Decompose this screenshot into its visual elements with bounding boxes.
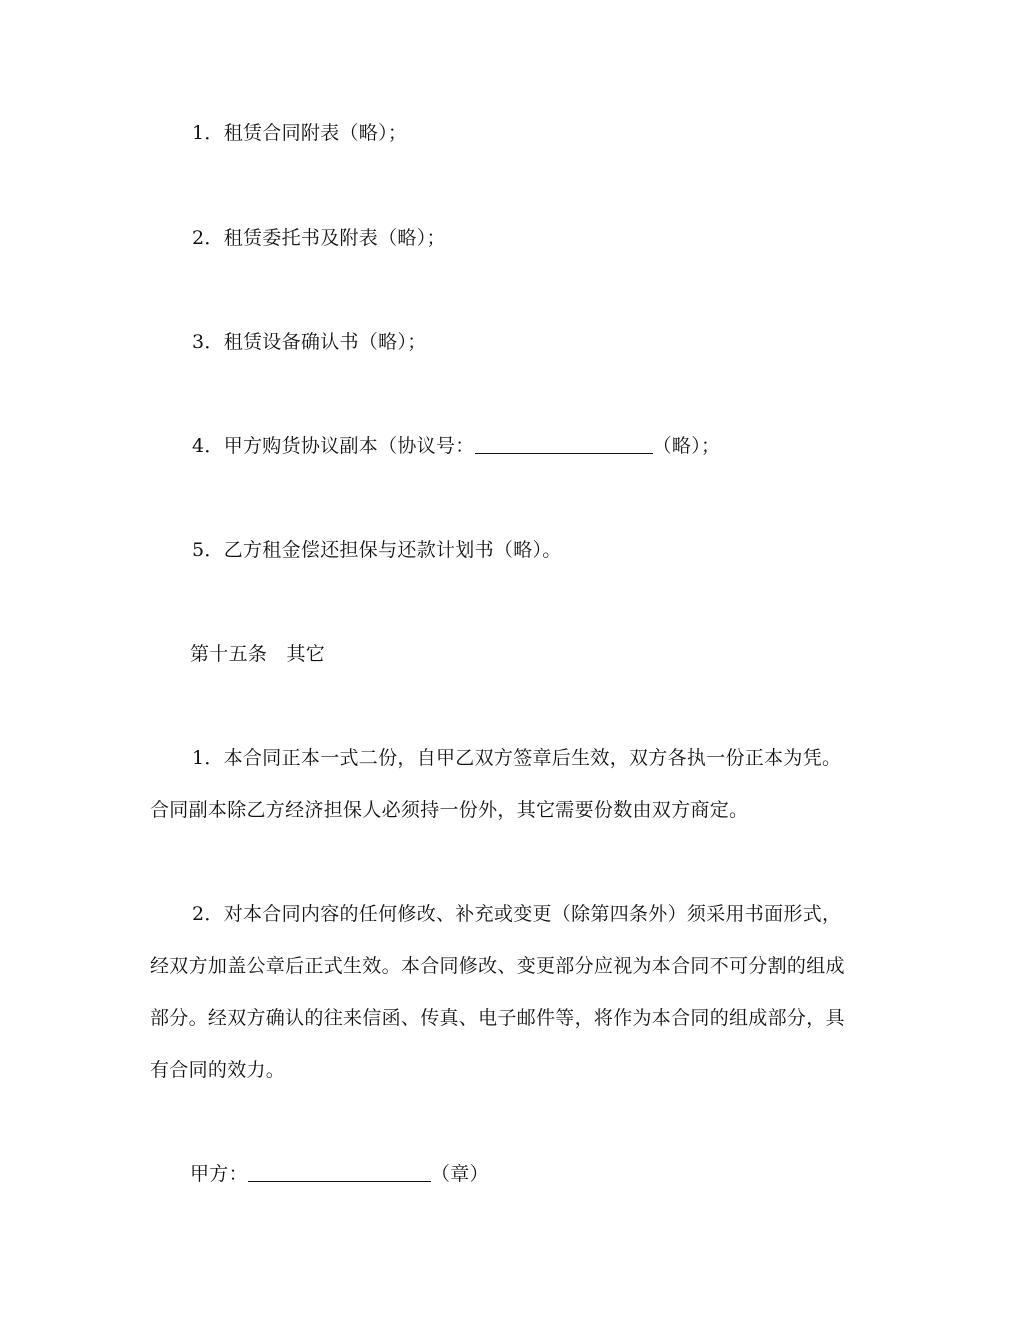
party-a-signature-blank: [248, 1163, 431, 1182]
attachment-item-4: [192, 434, 720, 458]
party-a-seal: （章）: [430, 1163, 489, 1185]
clause-2-line-2: [150, 954, 845, 978]
party-a-signature-line: [190, 1162, 489, 1186]
attachment-item-1-text: 1．租赁合同附表（略）；: [192, 122, 408, 144]
clause-2-line-1: [192, 902, 841, 926]
clause-2-line-4-text: 有合同的效力。: [150, 1059, 286, 1081]
attachment-item-4-text-after: （略）；: [652, 435, 721, 457]
clause-1-line-2-text: 合同副本除乙方经济担保人必须持一份外，其它需要份数由双方商定。: [150, 799, 749, 821]
clause-2-line-1-text: 2．对本合同内容的任何修改、补充或变更（除第四条外）须采用书面形式，: [192, 903, 842, 925]
clause-1-line-2: [150, 798, 748, 822]
attachment-item-2: [192, 226, 446, 250]
party-a-label: 甲方：: [190, 1163, 248, 1185]
agreement-number-blank: [475, 435, 653, 454]
clause-1-line-1-text: 1．本合同正本一式二份，自甲乙双方签章后生效，双方各执一份正本为凭。: [192, 747, 842, 769]
article-15-heading-text: 第十五条 其它: [190, 643, 326, 665]
attachment-item-1: [192, 121, 407, 145]
clause-1-line-1: [192, 746, 841, 770]
attachment-item-4-text-before: 4．甲方购货协议副本（协议号：: [192, 435, 475, 457]
clause-2-line-3-text: 部分。经双方确认的往来信函、传真、电子邮件等，将作为本合同的组成部分，具: [150, 1007, 845, 1029]
attachment-item-3-text: 3．租赁设备确认书（略）；: [192, 331, 427, 353]
attachment-item-5: [192, 538, 562, 562]
attachment-item-2-text: 2．租赁委托书及附表（略）；: [192, 227, 446, 249]
clause-2-line-3: [150, 1006, 845, 1030]
clause-2-line-4: [150, 1058, 285, 1082]
attachment-item-5-text: 5．乙方租金偿还担保与还款计划书（略）。: [192, 539, 562, 561]
clause-2-line-2-text: 经双方加盖公章后正式生效。本合同修改、变更部分应视为本合同不可分割的组成: [150, 955, 845, 977]
attachment-item-3: [192, 330, 427, 354]
article-15-heading: [190, 642, 325, 666]
